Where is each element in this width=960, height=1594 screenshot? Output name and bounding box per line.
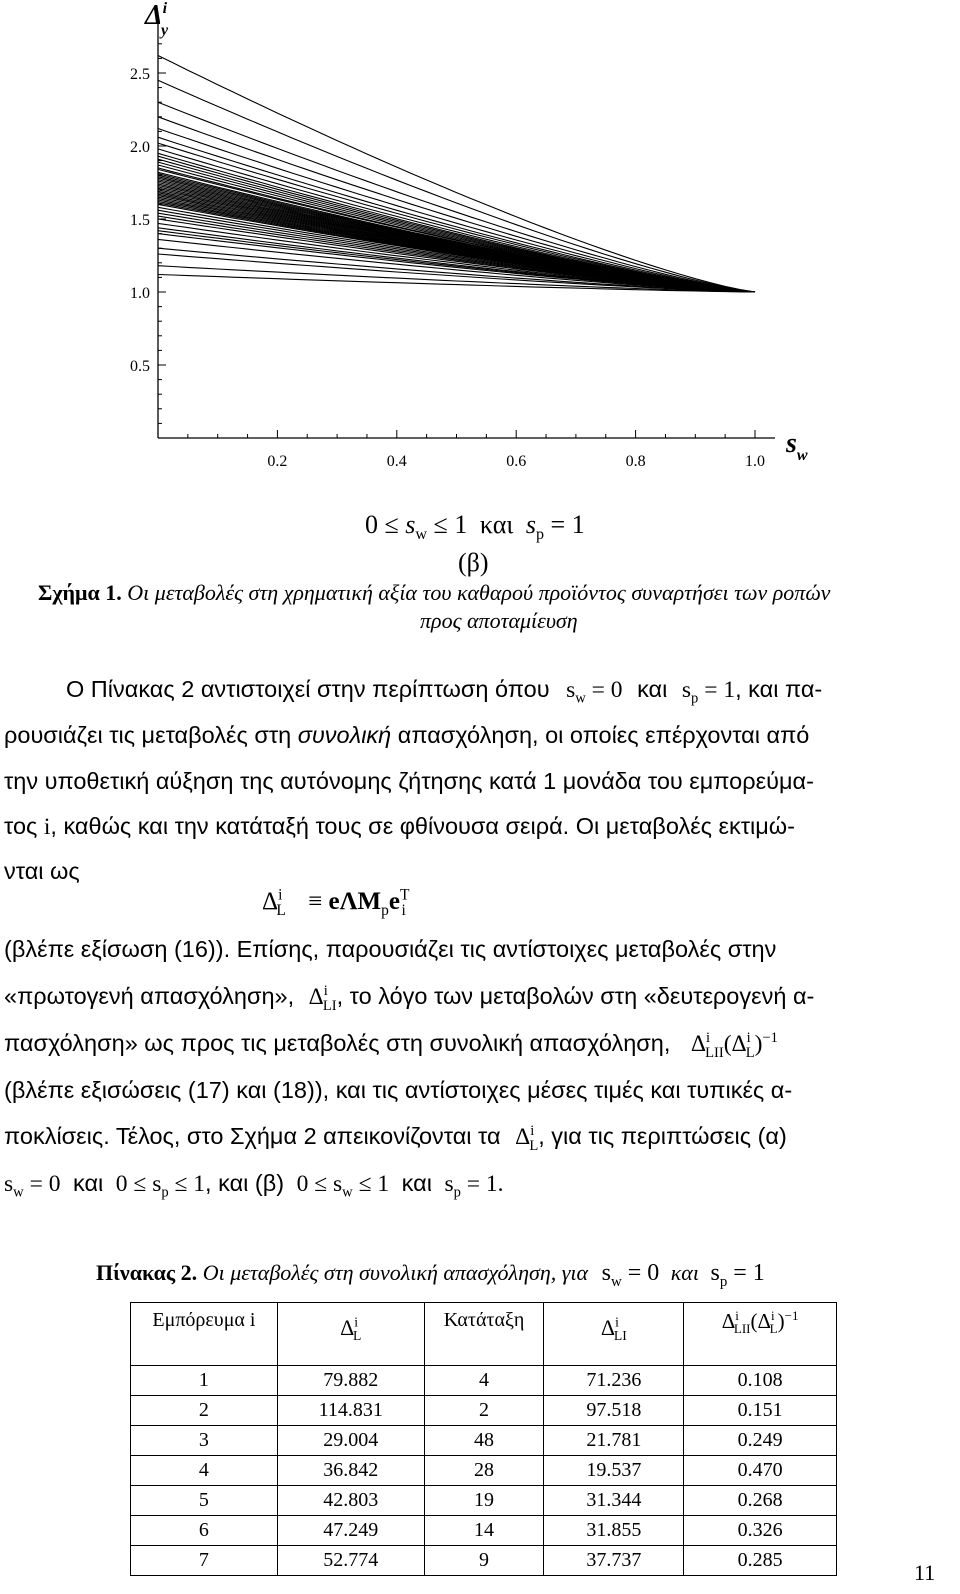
cond-p: p: [535, 526, 545, 544]
table-title-eq2: $s_p = 1$: [710, 1260, 765, 1290]
y-axis-label-sub: y: [161, 22, 169, 39]
cond-eq: =: [550, 510, 566, 539]
cond-kai: και: [479, 510, 514, 539]
table-title: [96, 1260, 765, 1290]
x-tick-label: 0.8: [625, 453, 646, 470]
cell: 42.803: [277, 1486, 424, 1516]
paragraph-line-7: [4, 983, 815, 1014]
table-row: [131, 1486, 837, 1516]
cell: 114.831: [277, 1396, 424, 1426]
p10-text-b: , για τις περιπτώσεις (α): [538, 1123, 787, 1149]
figure-caption-label: Σχήμα 1.: [38, 580, 122, 605]
y-tick-label: 0.5: [130, 358, 150, 375]
cell: 19: [424, 1486, 544, 1516]
cell: 31.344: [544, 1486, 684, 1516]
cell: 0.268: [684, 1486, 837, 1516]
cell: 29.004: [277, 1426, 424, 1456]
y-axis-label-symbol: Δ: [145, 0, 163, 31]
cell: 5: [131, 1486, 278, 1516]
paragraph-line-5: νται ως: [4, 858, 80, 884]
cell: 71.236: [544, 1366, 684, 1396]
p8-ratio-expr: $\Delta^i_{LII}(\Delta^i_L)^{-1}$: [690, 1030, 778, 1061]
figure-caption: [38, 580, 830, 606]
table-header-row: [131, 1303, 837, 1366]
header-commodity: Εμπόρευμα i: [131, 1303, 278, 1366]
cell: 0.108: [684, 1366, 837, 1396]
cell: 36.842: [277, 1456, 424, 1486]
p11-kai-1: και: [72, 1170, 104, 1196]
cond-s: s: [405, 510, 416, 539]
table-title-kai: και: [670, 1260, 699, 1285]
x-tick-label: 1.0: [745, 453, 765, 470]
equation-delta-l: $\Delta^i_L \equiv e\Lambda M_pe^T_i$: [262, 886, 410, 919]
paragraph-line-9: (βλέπε εξισώσεις (17) και (18)), και τις αντίστοιχες μέσες τιμές και τυπικές α-: [4, 1077, 793, 1103]
y-tick-label: 2.5: [130, 66, 150, 83]
x-axis-label-symbol: s: [786, 428, 797, 459]
chart-tick-labels: [130, 66, 765, 470]
table-title-label: Πίνακας 2.: [96, 1260, 198, 1285]
x-axis-label: [785, 428, 808, 464]
p11-eq-sp: $s_p = 1$.: [444, 1171, 504, 1201]
p11-kai-3: και: [401, 1170, 432, 1196]
x-tick-label: 0.2: [267, 453, 288, 470]
cond-le-1: ≤: [384, 510, 399, 539]
figure-caption-line2: [420, 608, 578, 634]
table-row: [131, 1366, 837, 1396]
cell: 37.737: [544, 1546, 684, 1576]
cell: 21.781: [544, 1426, 684, 1456]
figure-condition: [365, 510, 585, 544]
cell: 2: [424, 1396, 544, 1426]
cell: 47.249: [277, 1516, 424, 1546]
figure-caption-text: Οι μεταβολές στη χρηματική αξία του καθαρού προϊόντος συναρτήσει των ροπών: [127, 580, 831, 605]
cell: 3: [131, 1426, 278, 1456]
p4-text-b: , καθώς και την κατάταξή τους σε φθίνουσα σειρά. Οι μεταβολές εκτιμώ-: [50, 813, 795, 839]
table-row: [131, 1516, 837, 1546]
paragraph-line-3: την υποθετική αύξηση της αυτόνομης ζήτησης κατά 1 μονάδα του εμπορεύμα-: [4, 768, 814, 794]
table-title-text: Οι μεταβολές στη συνολική απασχόληση, για: [202, 1260, 589, 1285]
cond-le-2: ≤: [433, 510, 448, 539]
cell: 0.326: [684, 1516, 837, 1546]
cell: 79.882: [277, 1366, 424, 1396]
p7-text-a: «πρωτογενή απασχόληση»,: [4, 983, 295, 1009]
x-axis-label-sub: w: [796, 447, 808, 464]
cell: 97.518: [544, 1396, 684, 1426]
cell: 19.537: [544, 1456, 684, 1486]
p11-range-sw: $0 \le s_w \le 1$: [296, 1171, 390, 1201]
p8-text-a: πασχόληση» ως προς τις μεταβολές στη συνολική απασχόληση,: [4, 1030, 671, 1056]
p1-kai: και: [637, 676, 668, 702]
header-delta-li: $\Delta^i_{LI}$: [544, 1303, 684, 1366]
cell: 52.774: [277, 1546, 424, 1576]
x-tick-label: 0.6: [506, 453, 527, 470]
paragraph-line-11: [4, 1170, 504, 1201]
cond-w: w: [415, 526, 428, 544]
paragraph-line-10: [4, 1123, 787, 1154]
cond-one2: 1: [571, 510, 585, 539]
p1-text-b: , και πα-: [735, 676, 823, 702]
cell: 4: [131, 1456, 278, 1486]
header-delta-l: $\Delta^i_L$: [277, 1303, 424, 1366]
header-ratio: $\Delta^i_{LII}(\Delta^i_L)^{-1}$: [684, 1303, 837, 1366]
paragraph-line-4: [4, 813, 795, 841]
p11-eq: $s_w = 0$: [4, 1171, 61, 1201]
sensitivity-line-chart: [0, 0, 960, 490]
table-title-eq1: $s_w = 0$: [601, 1260, 660, 1290]
p11-kai-b: , και (β): [205, 1170, 285, 1196]
p11-range-sp: $0 \le s_p \le 1$: [115, 1171, 206, 1201]
page-number: 11: [914, 1560, 936, 1585]
cell: 14: [424, 1516, 544, 1546]
p2-text-b: απασχόληση, οι οποίες επέρχονται από: [391, 722, 810, 748]
table-row: [131, 1426, 837, 1456]
header-rank: Κατάταξη: [424, 1303, 544, 1366]
y-axis-label-sup: i: [162, 0, 168, 17]
results-table: [130, 1302, 837, 1576]
cell: 31.855: [544, 1516, 684, 1546]
p4-text-a: τος: [4, 813, 44, 839]
y-tick-label: 2.0: [130, 139, 150, 156]
p1-eq-sw: $s_w = 0$: [566, 677, 623, 707]
cell: 0.285: [684, 1546, 837, 1576]
figure-sublabel: (β): [458, 548, 489, 577]
p1-eq-sp: $s_p = 1$: [681, 677, 736, 707]
cond-zero: 0: [365, 510, 378, 539]
paragraph-line-1: [66, 676, 823, 707]
cell: 2: [131, 1396, 278, 1426]
table-row: [131, 1396, 837, 1426]
y-tick-label: 1.0: [130, 285, 150, 302]
p4-var-i: i: [43, 814, 51, 840]
cond-s2: s: [525, 510, 536, 539]
cell: 0.470: [684, 1456, 837, 1486]
p10-delta-l: $\Delta^i_L$: [515, 1123, 539, 1154]
paragraph-line-8: [4, 1030, 778, 1061]
p7-text-b: , το λόγο των μεταβολών στη «δευτερογενή α-: [336, 983, 815, 1009]
y-axis-label: [144, 0, 169, 39]
y-tick-label: 1.5: [130, 212, 150, 229]
x-tick-label: 0.4: [386, 453, 407, 470]
p10-text-a: ποκλίσεις. Τέλος, στο Σχήμα 2 απεικονίζονται τα: [4, 1123, 501, 1149]
cell: 9: [424, 1546, 544, 1576]
cell: 7: [131, 1546, 278, 1576]
figure-caption-text-2: προς αποταμίευση: [420, 608, 578, 633]
p2-text-a: ρουσιάζει τις μεταβολές στη: [4, 722, 298, 748]
cond-one: 1: [454, 510, 468, 539]
p7-delta-li: $\Delta^i_{LI}$: [308, 983, 337, 1014]
cell: 1: [131, 1366, 278, 1396]
paragraph-line-2: [4, 722, 809, 749]
p1-text-a: Ο Πίνακας 2 αντιστοιχεί στην περίπτωση όπου: [66, 676, 550, 702]
cell: 48: [424, 1426, 544, 1456]
cell: 28: [424, 1456, 544, 1486]
p2-emphasis: συνολική: [297, 722, 392, 748]
cell: 4: [424, 1366, 544, 1396]
table-row: [131, 1456, 837, 1486]
cell: 6: [131, 1516, 278, 1546]
paragraph-line-6: (βλέπε εξίσωση (16)). Επίσης, παρουσιάζει τις αντίστοιχες μεταβολές στην: [4, 936, 777, 962]
chart-series-group: [158, 56, 755, 293]
cell: 0.151: [684, 1396, 837, 1426]
table-row: [131, 1546, 837, 1576]
cell: 0.249: [684, 1426, 837, 1456]
